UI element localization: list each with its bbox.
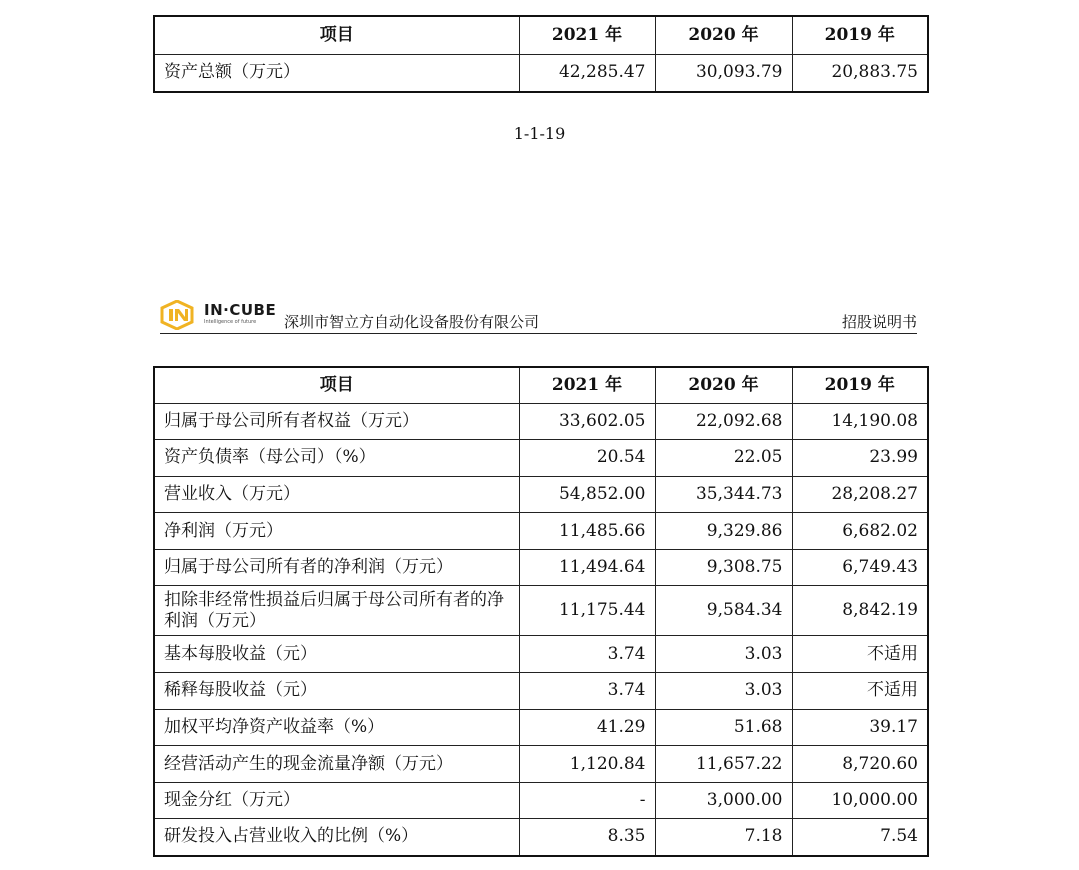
cell-2021: 1,120.84 <box>519 746 655 783</box>
row-label: 资产总额（万元） <box>154 54 519 92</box>
column-header-2020: 2020 年 <box>655 16 792 54</box>
cell-2020: 22,092.68 <box>655 403 792 440</box>
cell-2021: 20.54 <box>519 440 655 477</box>
cell-2019: 不适用 <box>792 673 928 710</box>
cell-2020: 30,093.79 <box>655 54 792 92</box>
cell-2021: 41.29 <box>519 709 655 746</box>
column-header-item: 项目 <box>154 16 519 54</box>
company-logo-icon <box>160 300 194 330</box>
table-header-row <box>154 16 928 54</box>
cell-2020: 3,000.00 <box>655 782 792 819</box>
cell-2019: 10,000.00 <box>792 782 928 819</box>
company-name: 深圳市智立方自动化设备股份有限公司 <box>284 313 540 331</box>
row-label: 归属于母公司所有者权益（万元） <box>154 403 519 440</box>
cell-2020: 3.03 <box>655 673 792 710</box>
column-header-2021: 2021 年 <box>519 16 655 54</box>
cell-2019: 6,682.02 <box>792 513 928 550</box>
table-row <box>154 513 928 550</box>
key-financial-indicators-table <box>153 366 929 857</box>
cell-2019: 39.17 <box>792 709 928 746</box>
cell-2021: 11,175.44 <box>519 586 655 636</box>
table-row <box>154 819 928 856</box>
cell-2019: 14,190.08 <box>792 403 928 440</box>
cell-2021: 8.35 <box>519 819 655 856</box>
page-number: 1-1-19 <box>513 124 566 143</box>
cell-2021: 54,852.00 <box>519 476 655 513</box>
column-header-2020: 2020 年 <box>655 367 792 403</box>
row-label: 基本每股收益（元） <box>154 636 519 673</box>
cell-2020: 9,584.34 <box>655 586 792 636</box>
cell-2021: - <box>519 782 655 819</box>
row-label: 稀释每股收益（元） <box>154 673 519 710</box>
row-label: 归属于母公司所有者的净利润（万元） <box>154 549 519 586</box>
row-label: 经营活动产生的现金流量净额（万元） <box>154 746 519 783</box>
table-row <box>154 746 928 783</box>
row-label: 净利润（万元） <box>154 513 519 550</box>
document-type: 招股说明书 <box>841 313 917 331</box>
cell-2019: 20,883.75 <box>792 54 928 92</box>
cell-2021: 11,494.64 <box>519 549 655 586</box>
row-label: 研发投入占营业收入的比例（%） <box>154 819 519 856</box>
cell-2020: 11,657.22 <box>655 746 792 783</box>
row-label: 扣除非经常性损益后归属于母公司所有者的净利润（万元） <box>154 586 519 636</box>
cell-2019: 6,749.43 <box>792 549 928 586</box>
table-row <box>154 586 928 636</box>
table-row <box>154 636 928 673</box>
cell-2019: 8,842.19 <box>792 586 928 636</box>
cell-2019: 8,720.60 <box>792 746 928 783</box>
cell-2019: 28,208.27 <box>792 476 928 513</box>
logo-wordmark: IN·CUBE <box>204 301 277 319</box>
row-label: 资产负债率（母公司）（%） <box>154 440 519 477</box>
page-header <box>160 298 917 334</box>
cell-2020: 7.18 <box>655 819 792 856</box>
column-header-item: 项目 <box>154 367 519 403</box>
table-row <box>154 782 928 819</box>
column-header-2019: 2019 年 <box>792 367 928 403</box>
table-header-row <box>154 367 928 403</box>
cell-2021: 11,485.66 <box>519 513 655 550</box>
table-row <box>154 549 928 586</box>
column-header-2021: 2021 年 <box>519 367 655 403</box>
cell-2021: 3.74 <box>519 673 655 710</box>
cell-2020: 9,308.75 <box>655 549 792 586</box>
table-row <box>154 476 928 513</box>
cell-2021: 33,602.05 <box>519 403 655 440</box>
column-header-2019: 2019 年 <box>792 16 928 54</box>
cell-2019: 不适用 <box>792 636 928 673</box>
header-divider <box>160 333 917 334</box>
cell-2020: 51.68 <box>655 709 792 746</box>
row-label: 营业收入（万元） <box>154 476 519 513</box>
total-assets-table <box>153 15 929 93</box>
row-label: 现金分红（万元） <box>154 782 519 819</box>
table-row <box>154 403 928 440</box>
cell-2019: 7.54 <box>792 819 928 856</box>
cell-2021: 3.74 <box>519 636 655 673</box>
table-row <box>154 440 928 477</box>
cell-2020: 22.05 <box>655 440 792 477</box>
table-row <box>154 709 928 746</box>
cell-2020: 9,329.86 <box>655 513 792 550</box>
cell-2019: 23.99 <box>792 440 928 477</box>
table-row <box>154 54 928 92</box>
row-label: 加权平均净资产收益率（%） <box>154 709 519 746</box>
cell-2021: 42,285.47 <box>519 54 655 92</box>
logo-tagline: Intelligence of future <box>204 319 257 325</box>
table-row <box>154 673 928 710</box>
cell-2020: 35,344.73 <box>655 476 792 513</box>
cell-2020: 3.03 <box>655 636 792 673</box>
